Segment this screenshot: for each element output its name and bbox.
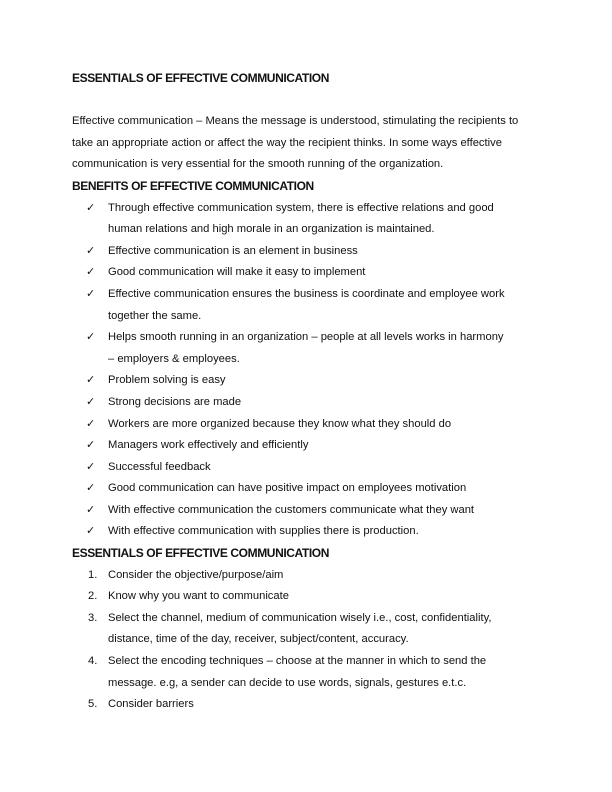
checkmark-icon: ✓ bbox=[86, 482, 96, 495]
list-number: 5. bbox=[88, 698, 98, 711]
list-item bbox=[72, 241, 552, 263]
list-item-line: Helps smooth running in an organization – people at all levels works in harmony bbox=[108, 331, 504, 344]
list-item-line: Consider the objective/purpose/aim bbox=[108, 568, 284, 581]
essentials-list bbox=[72, 565, 552, 716]
benefits-list bbox=[72, 198, 552, 544]
list-item-line: Select the channel, medium of communication wisely i.e., cost, confidentiality, bbox=[108, 611, 492, 624]
checkmark-icon: ✓ bbox=[86, 395, 96, 408]
list-number: 3. bbox=[88, 611, 98, 624]
checkmark-icon: ✓ bbox=[86, 201, 96, 214]
list-item bbox=[72, 457, 552, 479]
list-item-line: With effective communication with supplies there is production. bbox=[108, 525, 419, 538]
heading-essentials: ESSENTIALS OF EFFECTIVE COMMUNICATION bbox=[72, 71, 329, 85]
list-item bbox=[72, 327, 552, 370]
list-item bbox=[72, 198, 552, 241]
list-item-line: Through effective communication system, there is effective relations and good bbox=[108, 201, 494, 214]
list-number: 4. bbox=[88, 655, 98, 668]
list-item-line: – employers & employees. bbox=[108, 352, 240, 365]
checkmark-icon: ✓ bbox=[86, 503, 96, 516]
list-item bbox=[72, 651, 552, 694]
list-item-line: With effective communication the customers communicate what they want bbox=[108, 503, 475, 516]
list-item-line: Managers work effectively and efficiently bbox=[108, 439, 309, 452]
list-item bbox=[72, 262, 552, 284]
list-item bbox=[72, 608, 552, 651]
heading-benefits: BENEFITS OF EFFECTIVE COMMUNICATION bbox=[72, 178, 314, 193]
checkmark-icon: ✓ bbox=[86, 460, 96, 473]
list-item-line: Problem solving is easy bbox=[108, 374, 226, 387]
list-item-line: Consider barriers bbox=[108, 698, 194, 711]
list-item bbox=[72, 414, 552, 436]
intro-line: communication is very essential for the smooth running of the organization. bbox=[72, 158, 444, 171]
list-item-line: human relations and high morale in an organization is maintained. bbox=[108, 223, 435, 236]
checkmark-icon: ✓ bbox=[86, 439, 96, 452]
checkmark-icon: ✓ bbox=[86, 417, 96, 430]
checkmark-icon: ✓ bbox=[86, 266, 96, 279]
list-item-line: Effective communication ensures the business is coordinate and employee work bbox=[108, 287, 505, 300]
checkmark-icon: ✓ bbox=[86, 287, 96, 300]
list-item bbox=[72, 284, 552, 327]
list-item bbox=[72, 478, 552, 500]
checkmark-icon: ✓ bbox=[86, 525, 96, 538]
list-item-line: Successful feedback bbox=[108, 460, 211, 473]
checkmark-icon: ✓ bbox=[86, 331, 96, 344]
list-item-line: message. e.g, a sender can decide to use words, signals, gestures e.t.c. bbox=[108, 676, 467, 689]
list-number: 2. bbox=[88, 590, 98, 603]
intro-paragraph bbox=[72, 111, 552, 176]
heading-essentials-2: ESSENTIALS OF EFFECTIVE COMMUNICATION bbox=[72, 546, 329, 561]
intro-line: Effective communication – Means the message is understood, stimulating the recipients to bbox=[72, 115, 519, 128]
list-item bbox=[72, 694, 552, 716]
list-item bbox=[72, 370, 552, 392]
list-item-line: Select the encoding techniques – choose at the manner in which to send the bbox=[108, 655, 487, 668]
list-item-line: Good communication will make it easy to implement bbox=[108, 266, 366, 279]
list-item bbox=[72, 565, 552, 587]
list-item bbox=[72, 521, 552, 543]
intro-line: take an appropriate action or affect the way the recipient thinks. In some ways effective bbox=[72, 136, 502, 149]
checkmark-icon: ✓ bbox=[86, 374, 96, 387]
list-item bbox=[72, 500, 552, 522]
list-item-line: distance, time of the day, receiver, subject/content, accuracy. bbox=[108, 633, 409, 646]
list-item-line: Effective communication is an element in business bbox=[108, 244, 358, 257]
list-item-line: Strong decisions are made bbox=[108, 395, 242, 408]
document-page bbox=[72, 68, 552, 716]
list-item-line: together the same. bbox=[108, 309, 202, 322]
list-item-line: Know why you want to communicate bbox=[108, 590, 289, 603]
checkmark-icon: ✓ bbox=[86, 244, 96, 257]
list-item-line: Good communication can have positive impact on employees motivation bbox=[108, 482, 467, 495]
list-item bbox=[72, 435, 552, 457]
list-item bbox=[72, 586, 552, 608]
list-number: 1. bbox=[88, 568, 98, 581]
list-item-line: Workers are more organized because they know what they should do bbox=[108, 417, 452, 430]
list-item bbox=[72, 392, 552, 414]
